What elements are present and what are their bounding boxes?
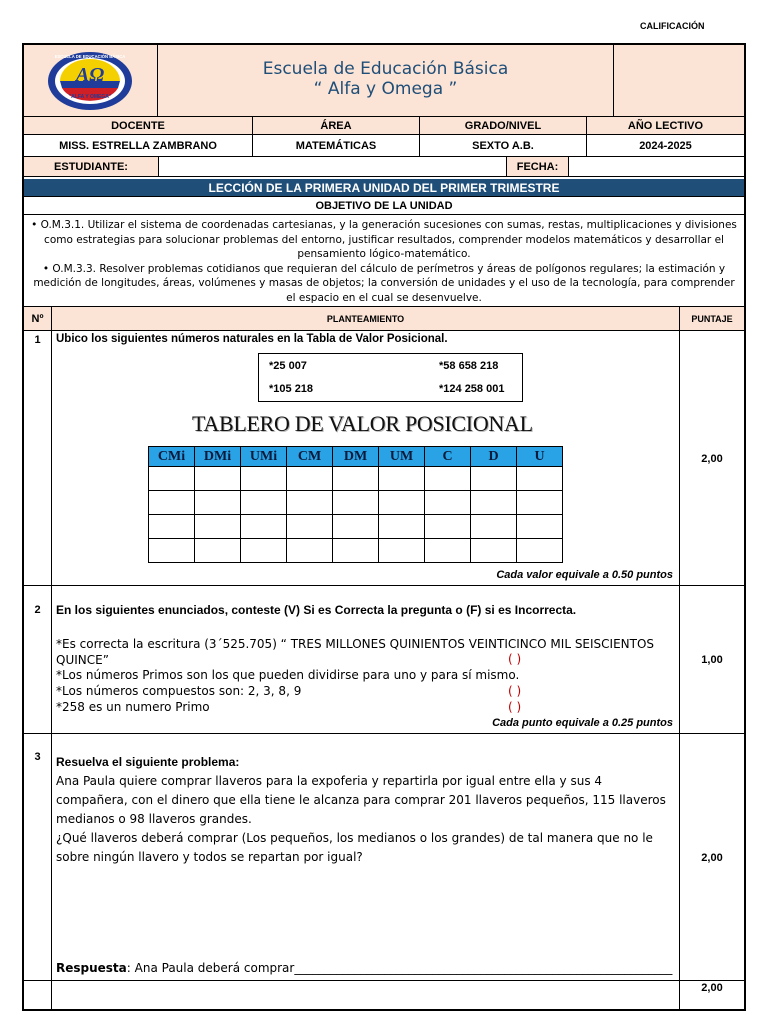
table-row [149,467,563,491]
q1-note: Cada valor equivale a 0.50 puntos [496,569,673,581]
svg-text:AΩ: AΩ [75,64,105,86]
pv-cell[interactable] [379,539,425,563]
pv-header-d: D [471,447,517,467]
pv-cell[interactable] [471,539,517,563]
q2-prompt: En los siguientes enunciados, conteste (V) Si es Correcta la pregunta o (F) si es Incorrecta. [56,603,577,617]
pv-cell[interactable] [517,515,563,539]
pv-cell[interactable] [425,539,471,563]
pv-header-c: C [425,447,471,467]
pv-cell[interactable] [333,515,379,539]
pv-header-dmi: DMi [195,447,241,467]
pv-cell[interactable] [425,515,471,539]
docente-value: MISS. ESTRELLA ZAMBRANO [24,135,253,156]
q3-problem-text: Ana Paula quiere comprar llaveros para la expoferia y repartirla por igual entre ella y sus 4 compañera, con el dinero que ella tiene le alcanza para comprar 201 llaveros pequeños, 115 llaveros medianos o 98 llaveros grandes. [56,774,666,826]
info-value-row [24,135,744,157]
q1-numbers-box [258,353,523,402]
pv-cell[interactable] [333,491,379,515]
student-row [24,157,744,177]
q3-prompt: Resuelva el siguiente problema: [56,755,240,769]
pv-cell[interactable] [287,467,333,491]
objective-heading: OBJETIVO DE LA UNIDAD [24,197,744,215]
pv-cell[interactable] [241,491,287,515]
place-value-header-row [149,447,563,467]
q2-note: Cada punto equivale a 0.25 puntos [492,717,673,729]
pv-cell[interactable] [379,491,425,515]
q3-answer-line[interactable] [56,961,672,975]
pv-cell[interactable] [149,515,195,539]
pv-cell[interactable] [195,467,241,491]
question-1 [24,331,744,586]
q2-answer-slot-2[interactable]: ( ) [508,684,522,698]
school-title [158,45,614,117]
q4-score: 2,00 [701,982,723,994]
pv-cell[interactable] [149,539,195,563]
q1-prompt: Ubico los siguientes números naturales en la Tabla de Valor Posicional. [56,333,448,345]
pv-cell[interactable] [149,467,195,491]
exam-sheet [22,43,746,1011]
q4-number [24,981,52,1011]
docente-header: DOCENTE [24,117,253,134]
pv-cell[interactable] [517,539,563,563]
anio-header: AÑO LECTIVO [627,119,704,132]
pv-cell[interactable] [149,491,195,515]
q2-item-2: *Los números Primos son los que pueden dividirse para uno y para sí mismo. [56,668,520,682]
objective-item: • O.M.3.3. Resolver problemas cotidianos que requieran del cálculo de perímetros y áreas de polígonos regulares; la estimación y medición de longitudes, áreas, volúmenes y masas de objetos; la conversión de unidades y el uso de la tecnología, para comprender el espacio en el cual se desenvuelve. [33,262,735,304]
col-score-header: PUNTAJE [691,313,733,324]
q3-number: 3 [24,734,52,981]
q2-answer-slot-3[interactable]: ( ) [508,700,522,714]
q1-number-item: *105 218 [269,383,314,395]
pv-cell[interactable] [333,467,379,491]
logo-cell [24,45,158,117]
pv-header-cm: CM [287,447,333,467]
pv-cell[interactable] [195,491,241,515]
pv-header-cmi: CMi [149,447,195,467]
q1-number-item: *58 658 218 [439,360,499,372]
school-logo [46,50,134,112]
pv-cell[interactable] [379,515,425,539]
pv-cell[interactable] [471,491,517,515]
q1-body [52,331,680,586]
pv-cell[interactable] [517,467,563,491]
pv-cell[interactable] [195,515,241,539]
col-num-header: Nº [24,307,52,330]
estudiante-field[interactable] [159,157,507,176]
question-4 [24,981,744,1011]
q2-score: 1,00 [701,654,723,666]
q3-body [52,734,680,981]
lesson-title: LECCIÓN DE LA PRIMERA UNIDAD DEL PRIMER TRIMESTRE [24,179,744,197]
q2-item-4: *258 es un numero Primo [56,700,210,714]
q1-number-item: *25 007 [269,360,307,372]
area-value: MATEMÁTICAS [253,135,420,156]
grado-header: GRADO/NIVEL [420,117,587,134]
pv-header-um: UM [379,447,425,467]
pv-cell[interactable] [471,515,517,539]
place-value-table [148,446,563,563]
q2-item-1: *Es correcta la escritura (3´525.705) “ TRES MILLONES QUINIENTOS VEINTICINCO MIL SEISCIENTOS QUINCE” [56,637,655,667]
school-header [24,45,744,117]
q2-item-3: *Los números compuestos son: 2, 3, 8, 9 [56,684,302,698]
q1-score: 2,00 [701,452,723,465]
pv-cell[interactable] [517,491,563,515]
q3-score: 2,00 [701,851,723,864]
area-header: ÁREA [253,117,420,134]
fecha-field[interactable] [569,157,744,176]
objective-text [24,215,744,307]
table-row [149,491,563,515]
pv-cell[interactable] [471,467,517,491]
svg-text:"ALFA Y OMEGA": "ALFA Y OMEGA" [68,94,112,100]
pv-cell[interactable] [425,467,471,491]
q3-answer-label: Respuesta [56,961,127,975]
pv-header-umi: UMi [241,447,287,467]
pv-cell[interactable] [379,467,425,491]
pv-cell[interactable] [241,467,287,491]
q2-number: 2 [24,586,52,734]
objective-item: • O.M.3.1. Utilizar el sistema de coordenadas cartesianas, y la generación sucesiones con sumas, restas, multiplicaciones y divisiones como estrategias para solucionar problemas del entorno, justificar resultados, comprender modelos matemáticos y desarrollar el pensamiento lógico-matemático. [31,219,737,261]
svg-text:ESCUELA DE EDUCACIÓN BÁSICA: ESCUELA DE EDUCACIÓN BÁSICA [54,54,126,59]
school-name-line1: Escuela de Educación Básica [262,59,509,79]
fecha-label: FECHA: [507,157,569,176]
pv-cell[interactable] [287,515,333,539]
q3-answer-text: : Ana Paula deberá comprar_______________________________________________________________ [126,961,673,975]
table-row [149,539,563,563]
anio-value: 2024-2025 [639,139,692,152]
questions-header-row [24,307,744,331]
pv-cell[interactable] [241,539,287,563]
table-row [149,515,563,539]
pv-cell[interactable] [333,539,379,563]
q4-body [52,981,680,1011]
pv-header-dm: DM [333,447,379,467]
school-name-line2: “ Alfa y Omega ” [313,79,458,99]
pv-cell[interactable] [425,491,471,515]
estudiante-label: ESTUDIANTE: [24,157,159,176]
pv-cell[interactable] [287,539,333,563]
col-statement-header: PLANTEAMIENTO [52,307,680,330]
q1-number: 1 [24,331,52,586]
q1-number-item: *124 258 001 [439,383,505,395]
place-value-title: TABLERO DE VALOR POSICIONAL [192,411,533,436]
question-3 [24,734,744,981]
calificacion-label: CALIFICACIÓN [640,21,705,31]
pv-cell[interactable] [287,491,333,515]
question-2 [24,586,744,734]
grado-value: SEXTO A.B. [420,135,587,156]
pv-cell[interactable] [195,539,241,563]
pv-header-u: U [517,447,563,467]
q2-answer-slot-1[interactable]: ( ) [508,652,522,666]
q3-question-text: ¿Qué llaveros deberá comprar (Los pequeños, los medianos o los grandes) de tal manera que no le sobre ningún llavero y todos se repartan por igual? [56,831,653,864]
pv-cell[interactable] [241,515,287,539]
q2-body [52,586,680,734]
info-header-row [24,117,744,135]
